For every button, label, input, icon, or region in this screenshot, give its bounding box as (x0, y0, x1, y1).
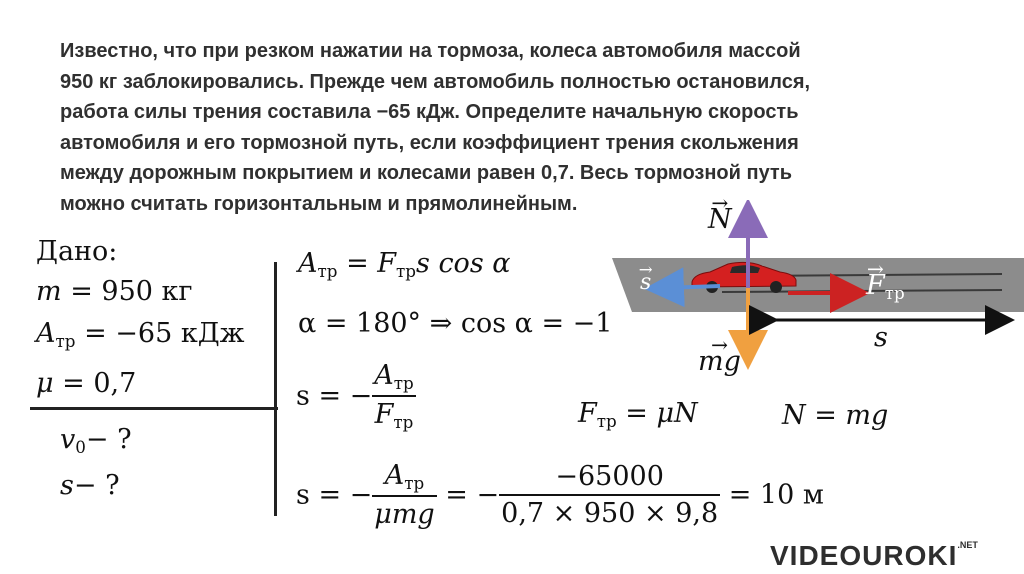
equation-normal: N = mg (782, 400, 889, 431)
friction-vector-symbol: → F (866, 270, 885, 301)
eq6-num1-sub: тр (404, 473, 425, 494)
eq6-lhs: s = − (296, 479, 373, 511)
distance-label: s (874, 322, 888, 353)
eq3-den-sub: тр (393, 412, 414, 433)
given-divider-vertical (274, 262, 277, 516)
eq1-force: F (377, 248, 397, 279)
eq1-tail: s cos α (416, 248, 511, 279)
velocity-symbol: v (60, 424, 76, 455)
eq4-force: F (578, 398, 597, 429)
eq6-numerator-1 (372, 460, 436, 497)
problem-line: 950 кг заблокировались. Прежде чем автомобиль полностью остановился, (60, 70, 811, 93)
eq3-denominator (372, 397, 415, 432)
given-mass (36, 276, 193, 307)
eq3-numerator (372, 360, 415, 397)
velocity-subscript: 0 (75, 437, 86, 458)
find-distance (60, 470, 120, 501)
distance-question: − ? (73, 470, 120, 501)
eq1-force-sub: тр (396, 261, 416, 282)
eq4-force-sub: тр (596, 411, 617, 432)
mass-value: = 950 кг (61, 276, 193, 307)
eq6-num1-symbol: A (384, 460, 405, 491)
problem-statement (60, 36, 940, 219)
logo-suffix: .NET (957, 540, 978, 550)
displacement-vector-arrow (664, 286, 720, 288)
eq6-denominator-1: μmg (374, 499, 435, 531)
given-divider-horizontal (30, 407, 278, 410)
friction-vector-sub: тр (884, 283, 905, 304)
problem-line: между дорожным покрытием и колесами равен 0,7. Весь тормозной путь (60, 162, 793, 184)
force-diagram (600, 200, 1024, 390)
eq6-fraction-numeric (499, 461, 720, 529)
eq3-num-sub: тр (393, 373, 414, 394)
eq1-lhs-sub: тр (317, 261, 338, 282)
eq6-fraction-symbolic (372, 460, 436, 530)
equation-angle: α = 180° ⇒ cos α = −1 (298, 308, 613, 339)
work-subscript: тр (55, 331, 76, 352)
mu-value: = 0,7 (53, 368, 137, 399)
equation-friction (578, 398, 698, 431)
videouroki-logo (770, 540, 1020, 574)
logo-text: VIDEOUROKI (770, 540, 958, 571)
work-value: = −65 кДж (75, 318, 245, 349)
mass-symbol: m (36, 276, 62, 307)
equation-work (298, 248, 511, 281)
eq3-lhs: s = − (296, 380, 373, 412)
given-work (36, 318, 245, 351)
problem-line: можно считать горизонтальным и прямолинейным. (60, 192, 578, 215)
equation-result (296, 460, 824, 530)
normal-vector-symbol: → N (708, 204, 732, 235)
eq6-result: = 10 м (720, 479, 824, 511)
problem-line: Известно, что при резком нажатии на тормоза, колеса автомобиля массой (60, 40, 801, 62)
displacement-vector-label (640, 270, 651, 295)
friction-force-label (866, 270, 905, 303)
eq6-numerator-2: −65000 (499, 461, 720, 496)
mu-symbol: μ (36, 368, 54, 399)
work-symbol: A (36, 318, 56, 349)
eq3-fraction (372, 360, 415, 432)
given-title: Дано: (36, 236, 118, 267)
eq6-denominator-2: 0,7 × 950 × 9,8 (501, 498, 719, 530)
velocity-question: − ? (85, 424, 132, 455)
problem-line: работа силы трения составила −65 кДж. Определите начальную скорость (60, 101, 799, 123)
eq3-den-symbol: F (374, 399, 394, 431)
given-mu (36, 368, 136, 399)
displacement-vector-symbol: → s (640, 270, 651, 295)
equation-distance-formula (296, 360, 416, 432)
eq3-num-symbol: A (374, 360, 394, 391)
gravity-label (698, 346, 741, 377)
gravity-vector-symbol: → mg (698, 346, 741, 377)
problem-line: автомобиля и его тормозной путь, если коэффициент трения скольжения (60, 131, 799, 154)
distance-symbol: s (60, 470, 74, 501)
eq6-mid: = − (436, 479, 500, 511)
eq1-equals: = (337, 248, 378, 279)
find-velocity (60, 424, 132, 457)
eq1-lhs: A (298, 248, 318, 279)
eq4-rest: = μN (616, 398, 698, 429)
normal-force-label (708, 204, 732, 235)
